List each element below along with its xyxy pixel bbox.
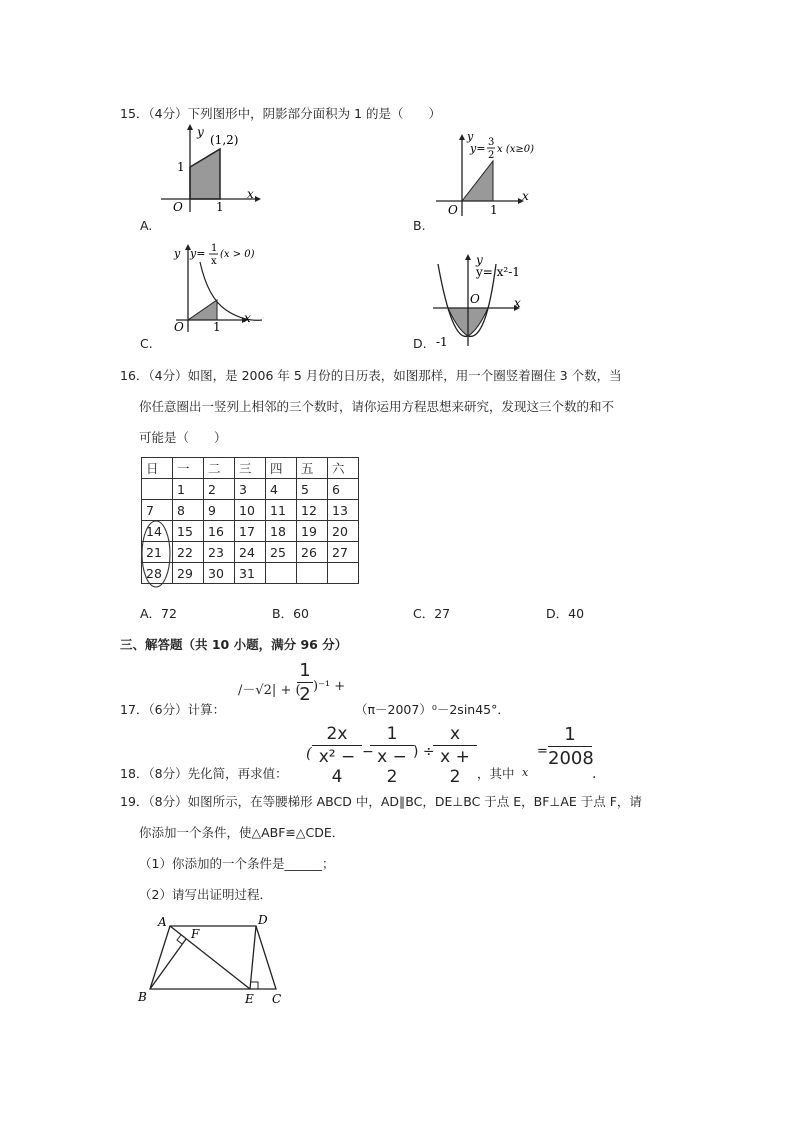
calendar-cell: 14 <box>142 521 173 542</box>
y-axis-label: y <box>467 130 474 143</box>
origin-label: O <box>448 203 458 217</box>
equation-denominator: x <box>211 256 217 267</box>
fraction-numerator: 1 <box>299 660 311 681</box>
q16-option-d: D．40 <box>546 606 585 621</box>
vertex-d: D <box>258 913 268 927</box>
q18-where: ，其中 <box>477 766 515 781</box>
q18-fraction-2 <box>370 724 414 787</box>
calendar-cell: 8 <box>173 500 204 521</box>
calendar-cell: 17 <box>235 521 266 542</box>
calendar-cell: 26 <box>297 542 328 563</box>
q17-label: 17．（6分）计算： <box>120 702 226 717</box>
calendar-cell: 16 <box>204 521 235 542</box>
q17-tail: （π－2007）⁰－2sin45°． <box>355 702 510 717</box>
calendar-cell: 10 <box>235 500 266 521</box>
q16-line-3: 可能是（ ） <box>139 430 227 445</box>
equation-denominator: 2 <box>488 150 495 161</box>
calendar-cell: 19 <box>297 521 328 542</box>
tick-one-x: 1 <box>490 203 498 217</box>
equation-rhs: (x > 0) <box>220 249 255 260</box>
q19-line-1: 19．（8分）如图所示，在等腰梯形 ABCD 中，AD∥BC，DE⊥BC 于点 E，BF⊥AE 于点 F，请 <box>120 794 642 809</box>
calendar-header-cell: 日 <box>142 458 173 479</box>
fraction-denominator: x² − 4 <box>318 747 356 787</box>
segment-ae <box>170 926 250 989</box>
equation-numerator: 3 <box>488 137 495 148</box>
option-d: D. <box>413 336 427 351</box>
calendar-cell: 5 <box>297 479 328 500</box>
x-axis-label: x <box>247 187 254 201</box>
calendar-cell: 25 <box>266 542 297 563</box>
tick-one-y: 1 <box>177 160 185 174</box>
q18-fraction-3 <box>433 724 477 787</box>
x-axis-label: x <box>514 296 521 310</box>
x-axis-label: x <box>244 311 251 325</box>
calendar-cell: 7 <box>142 500 173 521</box>
vertex-b: B <box>138 990 147 1004</box>
equation-lhs: y= <box>470 142 486 155</box>
q16-option-a: A．72 <box>140 606 177 621</box>
calendar-row <box>142 479 359 500</box>
fraction-numerator: 2x <box>326 724 348 744</box>
calendar-cell: 15 <box>173 521 204 542</box>
equation-lhs: y= <box>190 247 206 260</box>
fraction-denominator: x + 2 <box>440 747 470 787</box>
q18-label: 18．（8分）先化简，再求值： <box>120 766 288 781</box>
tick-minus-one: -1 <box>436 335 448 349</box>
calendar-cell <box>266 563 297 584</box>
vertex-c: C <box>272 992 282 1006</box>
calendar-cell: 13 <box>328 500 359 521</box>
y-axis-label: y <box>476 253 483 267</box>
y-axis-label: y <box>197 125 204 139</box>
calendar-header-cell: 一 <box>173 458 204 479</box>
q18-minus: − <box>362 744 374 760</box>
q18-close-divide: ) ÷ <box>413 744 435 760</box>
calendar-cell: 20 <box>328 521 359 542</box>
calendar-cell: 3 <box>235 479 266 500</box>
fraction-denominator: 2 <box>299 684 311 705</box>
y-axis-label: y <box>174 247 181 260</box>
origin-label: O <box>174 320 184 334</box>
calendar-cell: 2 <box>204 479 235 500</box>
option-b: B. <box>413 218 426 233</box>
calendar-header-cell: 三 <box>235 458 266 479</box>
q19-trapezoid-figure <box>134 912 294 1008</box>
fraction-denominator: x − 2 <box>377 747 407 787</box>
calendar-cell: 24 <box>235 542 266 563</box>
equation-rhs: x (x≥0) <box>497 144 535 155</box>
right-angle-mark-f <box>177 935 182 944</box>
q18-open-paren: ( <box>306 744 312 762</box>
vertex-a: A <box>158 915 167 929</box>
segment-de <box>250 926 256 989</box>
fraction-bar <box>312 745 362 746</box>
section-3-heading: 三、解答题（共 10 小题，满分 96 分） <box>120 637 348 652</box>
q17-half-fraction <box>297 660 313 705</box>
q19-sub-1: （1）你添加的一个条件是______； <box>139 856 335 871</box>
fraction-bar <box>297 682 313 683</box>
fraction-bar <box>548 746 592 747</box>
calendar-cell: 31 <box>235 563 266 584</box>
trapezoid-abcd <box>150 926 276 989</box>
fraction-numerator: 1 <box>386 724 398 744</box>
calendar-cell: 6 <box>328 479 359 500</box>
point-f: F <box>191 927 200 941</box>
option-c: C. <box>140 336 153 351</box>
origin-label: O <box>470 292 480 306</box>
calendar-cell <box>297 563 328 584</box>
calendar-circle-marker <box>139 520 175 590</box>
q17-abs-term: /－√2| + ( <box>238 683 301 698</box>
q16-option-c: C．27 <box>413 606 451 621</box>
q15-figure-c <box>170 240 270 335</box>
right-angle-mark-e <box>251 982 258 989</box>
calendar-cell: 18 <box>266 521 297 542</box>
q18-value-fraction <box>548 724 592 769</box>
q15-figure-a <box>155 122 265 214</box>
q15-figure-d <box>430 250 530 350</box>
fraction-numerator: x <box>449 724 461 744</box>
calendar-cell: 22 <box>173 542 204 563</box>
calendar-cell: 11 <box>266 500 297 521</box>
q18-period: . <box>592 766 597 782</box>
q18-fraction-1 <box>312 724 362 787</box>
point-label: (1,2) <box>210 133 239 147</box>
q19-sub-2: （2）请写出证明过程． <box>139 887 272 902</box>
q17-power-term: )⁻¹ + <box>313 679 346 694</box>
q19-line-2: 你添加一个条件，使△ABF≌△CDE． <box>139 825 345 840</box>
calendar-header-cell: 五 <box>297 458 328 479</box>
calendar-cell: 27 <box>328 542 359 563</box>
calendar-cell: 30 <box>204 563 235 584</box>
calendar-cell: 23 <box>204 542 235 563</box>
calendar-cell <box>328 563 359 584</box>
shaded-triangle <box>188 300 217 320</box>
equation-numerator: 1 <box>211 243 218 254</box>
fraction-bar <box>370 745 414 746</box>
tick-one-x: 1 <box>216 200 224 214</box>
fraction-numerator: 1 <box>564 724 576 745</box>
calendar-row <box>142 500 359 521</box>
equation: y= x²-1 <box>476 265 520 279</box>
option-a: A. <box>140 218 153 233</box>
calendar-header-cell: 四 <box>266 458 297 479</box>
x-axis-label: x <box>522 189 529 203</box>
calendar-cell: 21 <box>142 542 173 563</box>
fraction-denominator: 2008 <box>548 748 594 769</box>
q16-line-1: 16．（4分）如图，是 2006 年 5 月份的日历表，如图那样，用一个圈竖着圈住 3 个数，当 <box>120 368 622 383</box>
q18-variable: x <box>522 766 529 779</box>
calendar-cell: 4 <box>266 479 297 500</box>
q16-line-2: 你任意圈出一竖列上相邻的三个数时，请你运用方程思想来研究，发现这三个数的和不 <box>139 399 615 414</box>
fraction-bar <box>433 745 477 746</box>
origin-label: O <box>173 200 183 214</box>
calendar-cell <box>142 479 173 500</box>
segment-bf <box>150 939 186 989</box>
calendar-cell: 12 <box>297 500 328 521</box>
calendar-cell: 1 <box>173 479 204 500</box>
calendar-header-row <box>142 458 359 479</box>
calendar-header-cell: 二 <box>204 458 235 479</box>
q18-equals: = <box>537 744 548 759</box>
shaded-trapezoid <box>190 149 220 199</box>
q15-stem: 15．（4分）下列图形中，阴影部分面积为 1 的是（ ） <box>120 106 442 121</box>
tick-one-x: 1 <box>213 320 221 334</box>
q15-figure-b <box>432 130 542 220</box>
calendar-cell: 28 <box>142 563 173 584</box>
calendar-cell: 9 <box>204 500 235 521</box>
point-e: E <box>245 992 254 1006</box>
calendar-header-cell: 六 <box>328 458 359 479</box>
calendar-cell: 29 <box>173 563 204 584</box>
q16-option-b: B．60 <box>272 606 309 621</box>
shaded-triangle <box>462 161 493 201</box>
